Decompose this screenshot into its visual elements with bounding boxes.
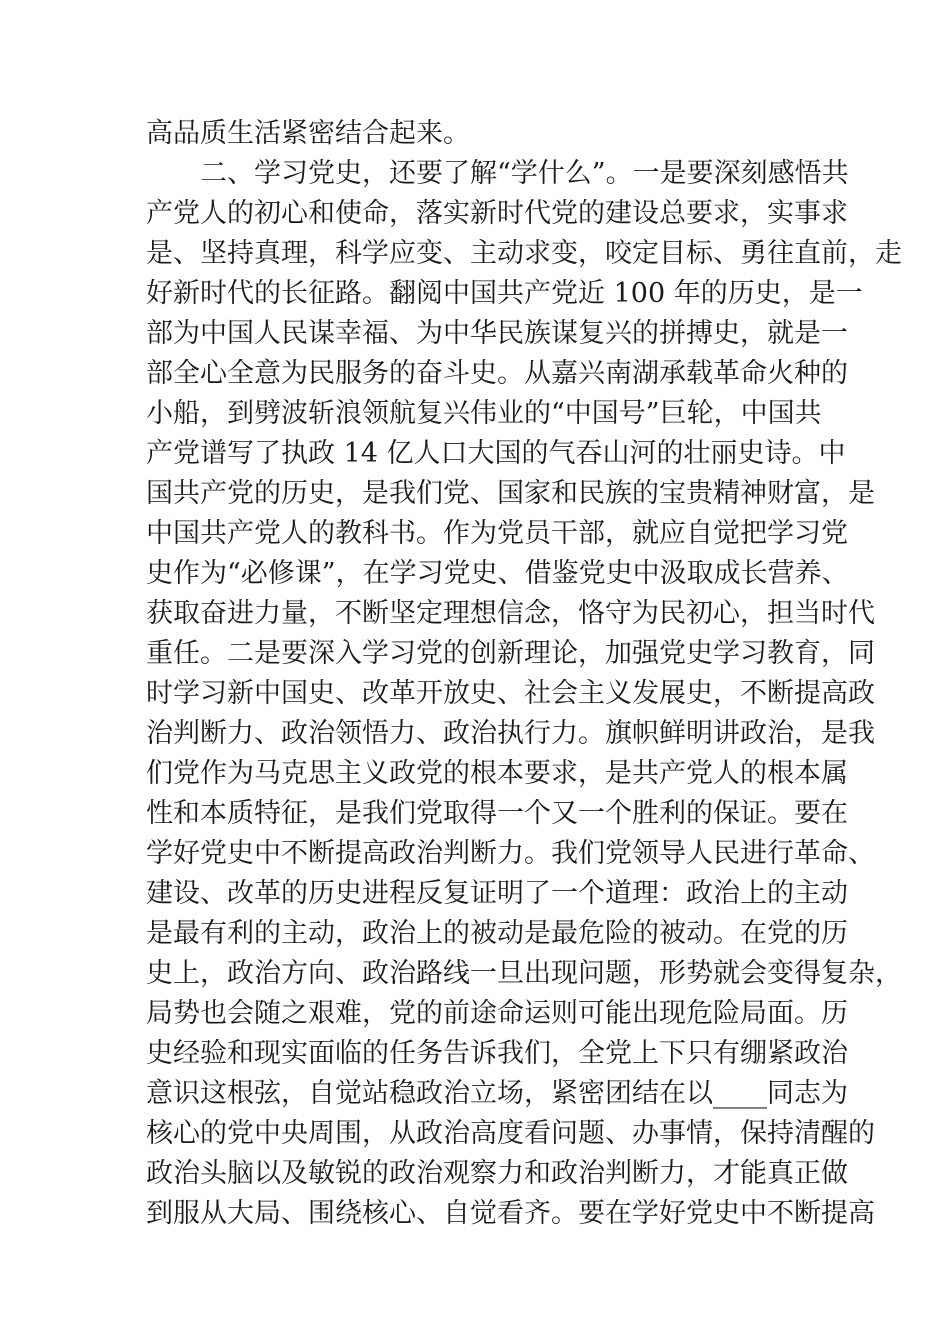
text-line: 获取奋进力量，不断坚定理想信念，恪守为民初心，担当时代 (146, 598, 875, 629)
text-line: 治判断力、政治领悟力、政治执行力。旗帜鲜明讲政治，是我 (146, 718, 875, 749)
text-line: 小船，到劈波斩浪领航复兴伟业的“中国号”巨轮，中国共 (146, 398, 822, 429)
text-line: 时学习新中国史、改革开放史、社会主义发展史，不断提高政 (146, 678, 875, 709)
section-heading-line: 二、学习党史，还要了解“学什么”。一是要深刻感悟共 (200, 158, 849, 189)
text-line: 史作为“必修课”，在学习党史、借鉴党史中汲取成长营养、 (146, 558, 849, 589)
text-line: 学好党史中不断提高政治判断力。我们党领导人民进行革命、 (146, 838, 875, 869)
text-line: 性和本质特征，是我们党取得一个又一个胜利的保证。要在 (146, 798, 848, 829)
text-line: 核心的党中央周围，从政治高度看问题、办事情，保持清醒的 (146, 1118, 875, 1149)
text-line: 产党人的初心和使命，落实新时代党的建设总要求，实事求 (146, 198, 848, 229)
text-line: 意识这根弦，自觉站稳政治立场，紧密团结在以____同志为 (146, 1078, 848, 1109)
text-line: 重任。二是要深入学习党的创新理论，加强党史学习教育，同 (146, 638, 875, 669)
text-line: 高品质生活紧密结合起来。 (146, 118, 470, 149)
text-line: 是、坚持真理，科学应变、主动求变，咬定目标、勇往直前，走 (146, 238, 902, 269)
text-line: 史经验和现实面临的任务告诉我们，全党上下只有绷紧政治 (146, 1038, 848, 1069)
text-line: 中国共产党人的教科书。作为党员干部，就应自觉把学习党 (146, 518, 848, 549)
text-line: 建设、改革的历史进程反复证明了一个道理：政治上的主动 (146, 878, 848, 909)
text-line: 产党谱写了执政 14 亿人口大国的气吞山河的壮丽史诗。中 (146, 438, 846, 469)
text-line: 部为中国人民谋幸福、为中华民族谋复兴的拼搏史，就是一 (146, 318, 848, 349)
text-line: 到服从大局、围绕核心、自觉看齐。要在学好党史中不断提高 (146, 1198, 875, 1229)
text-line: 国共产党的历史，是我们党、国家和民族的宝贵精神财富，是 (146, 478, 875, 509)
body-text (146, 114, 902, 1234)
text-line: 史上，政治方向、政治路线一旦出现问题，形势就会变得复杂， (146, 958, 902, 989)
text-line: 好新时代的长征路。翻阅中国共产党近 100 年的历史，是一 (146, 278, 863, 309)
text-line: 局势也会随之艰难，党的前途命运则可能出现危险局面。历 (146, 998, 848, 1029)
text-line: 是最有利的主动，政治上的被动是最危险的被动。在党的历 (146, 918, 848, 949)
text-line: 部全心全意为民服务的奋斗史。从嘉兴南湖承载革命火种的 (146, 358, 848, 389)
text-line: 政治头脑以及敏锐的政治观察力和政治判断力，才能真正做 (146, 1158, 848, 1189)
text-line: 们党作为马克思主义政党的根本要求，是共产党人的根本属 (146, 758, 848, 789)
